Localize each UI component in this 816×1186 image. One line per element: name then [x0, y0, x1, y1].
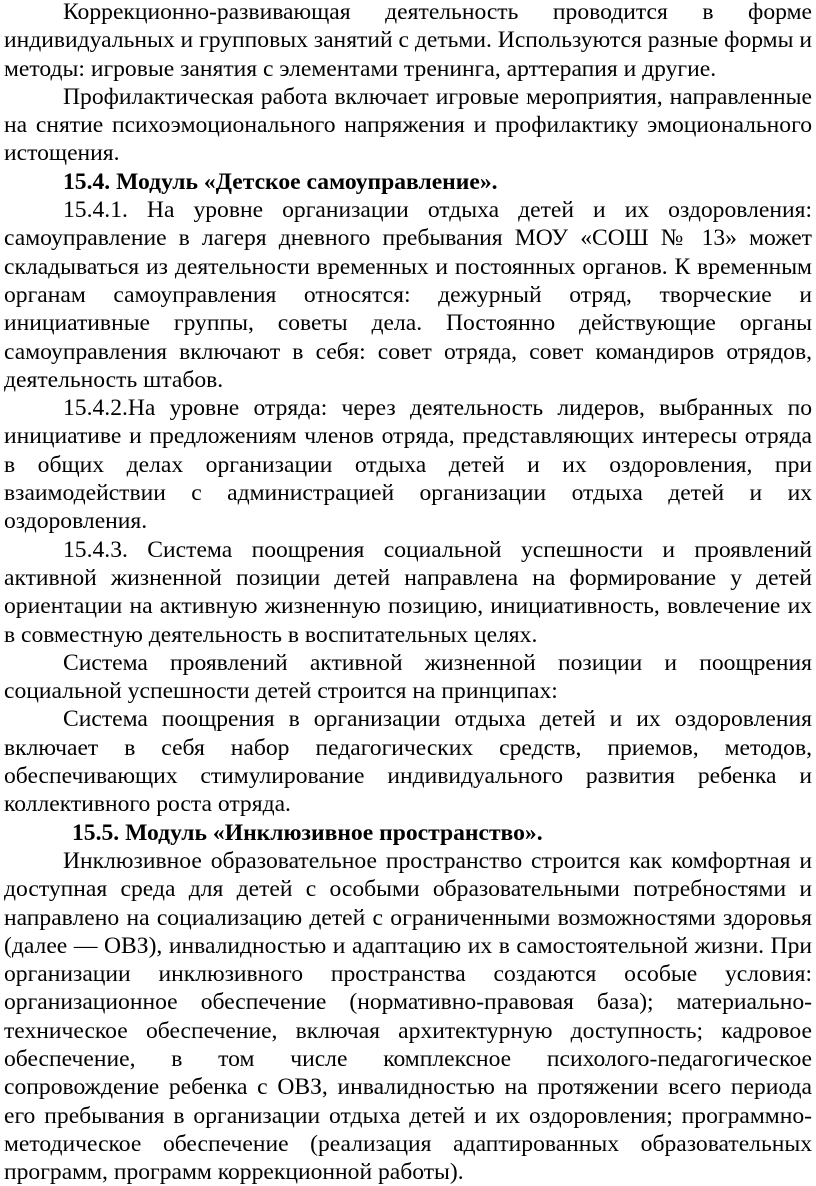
paragraph-preventive-work: Профилактическая работа включает игровые мероприятия, направленные на снятие психоэмоционального напряжения и профилактику эмоционального истощения. [4, 83, 812, 167]
paragraph-inclusive-space: Инклюзивное образовательное пространство строится как комфортная и доступная среда для детей с особыми образовательными потребностями и направлено на социализацию детей с ограниченными возможностями здоровья (далее — ОВЗ), инвалидностью и адаптацию их в самостоятельной жизни. При организации инклюзивного пространства создаются особые условия: организационное обеспечение (нормативно-правовая база); материально-техническое обеспечение, включая архитектурную доступность; кадровое обеспечение, в том числе комплексное психолого-педагогическое сопровождение ребенка с ОВЗ, инвалидностью на протяжении всего периода его пребывания в организации отдыха детей и их оздоровления; программно-методическое обеспечение (реализация адаптированных образовательных программ, программ коррекционной работы). [4, 847, 812, 1186]
paragraph-15-4-3: 15.4.3. Система поощрения социальной успешности и проявлений активной жизненной позиции детей направлена на формирование у детей ориентации на активную жизненную позицию, инициативность, вовлечение их в совместную деятельность в воспитательных целях. [4, 536, 812, 648]
paragraph-15-4-1: 15.4.1. На уровне организации отдыха детей и их оздоровления: самоуправление в лагеря дневного пребывания МОУ «СОШ № 13» может складываться из деятельности временных и постоянных органов. К временным органам самоуправления относятся: дежурный отряд, творческие и инициативные группы, советы дела. Постоянно действующие органы самоуправления включают в себя: совет отряда, совет командиров отрядов, деятельность штабов. [4, 197, 812, 393]
paragraph-correctional-activity: Коррекционно-развивающая деятельность проводится в форме индивидуальных и групповых занятий с детьми. Используются разные формы и методы: игровые занятия с элементами тренинга, арттерапия и другие. [4, 0, 812, 82]
paragraph-principles: Система проявлений активной жизненной позиции и поощрения социальной успешности детей строится на принципах: [4, 649, 812, 705]
section-heading-15-5: 15.5. Модуль «Инклюзивное пространство». [72, 819, 543, 846]
paragraph-encouragement-system: Система поощрения в организации отдыха детей и их оздоровления включает в себя набор педагогических средств, приемов, методов, обеспечивающих стимулирование индивидуального развития ребенка и коллективного роста отряда. [4, 706, 812, 818]
section-heading-15-4: 15.4. Модуль «Детское самоуправление». [63, 168, 498, 195]
paragraph-15-4-2: 15.4.2.На уровне отряда: через деятельность лидеров, выбранных по инициативе и предложениям членов отряда, представляющих интересы отряда в общих делах организации отдыха детей и их оздоровления, при взаимодействии с администрацией организации отдыха детей и их оздоровления. [4, 395, 812, 535]
